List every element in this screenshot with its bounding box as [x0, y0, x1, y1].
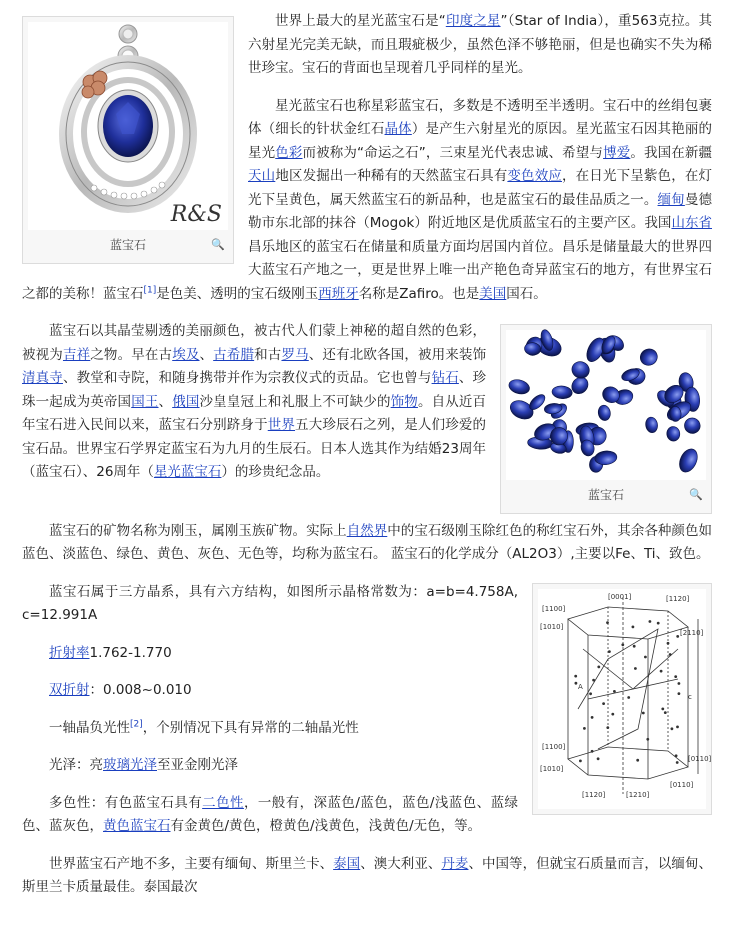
text: 、珍珠一起成为英帝国	[22, 370, 487, 410]
magnify-icon[interactable]: 🔍	[211, 238, 225, 251]
lattice-label: [1120]	[582, 790, 606, 799]
paragraph-4	[22, 520, 712, 567]
lattice-label: A	[578, 682, 583, 691]
lattice-atom	[646, 737, 649, 740]
lattice-atom	[592, 678, 595, 681]
text: 世界上最大的星光蓝宝石是“	[275, 13, 446, 29]
lattice-label: c	[688, 692, 692, 701]
text: 和古	[254, 346, 282, 363]
text: 曼德勒市东北部的抹谷（Mogok）附近地区是优质蓝宝石的主要产区。我国	[248, 191, 713, 231]
link-dichroism[interactable]: 二色性	[202, 794, 244, 811]
lattice-atom	[661, 707, 664, 710]
link-diamond[interactable]: 钻石	[431, 370, 459, 386]
lattice-label: [1120]	[666, 594, 690, 603]
lattice-atom	[669, 653, 672, 656]
link-auspicious[interactable]: 吉祥	[62, 346, 91, 363]
figure-caption: 蓝宝石	[109, 238, 146, 252]
link-ornament[interactable]: 饰物	[390, 393, 418, 410]
link-crystal[interactable]: 晶体	[384, 121, 412, 137]
text: 一轴晶负光性	[49, 719, 130, 736]
lattice-atom	[667, 641, 670, 644]
sapphire-gem	[638, 346, 660, 368]
text: 之物。早在古	[90, 346, 173, 363]
link-india-star[interactable]: 印度之星	[445, 13, 501, 29]
link-color-change[interactable]: 变色效应	[507, 168, 562, 184]
text: 世界蓝宝石产地不多，主要有缅甸、斯里兰卡、	[49, 855, 334, 872]
lattice-atom	[613, 690, 616, 693]
lattice-atom	[579, 759, 582, 762]
lattice-atom	[676, 635, 679, 638]
lattice-atom	[674, 675, 677, 678]
lattice-atom	[657, 621, 660, 624]
link-egypt[interactable]: 埃及	[172, 346, 200, 363]
lattice-atom	[644, 655, 647, 658]
link-rome[interactable]: 罗马	[281, 346, 309, 363]
text: 。自从近百年宝石进入民间以来，蓝宝石分别跻身于	[22, 393, 487, 433]
figure-caption: 蓝宝石	[587, 488, 624, 502]
lattice-atom	[602, 702, 605, 705]
lattice-label: [1010]	[540, 622, 564, 631]
lattice-atom	[634, 667, 637, 670]
lattice-atom	[676, 761, 679, 764]
lattice-label: [1210]	[626, 790, 650, 799]
text: 、中国等，但就宝石质量而言，以缅甸、斯里兰卡质量最佳。泰国最次	[22, 855, 712, 895]
lattice-label: [1100]	[542, 604, 566, 613]
pendant-illustration	[28, 22, 228, 230]
lattice-image[interactable]	[538, 589, 712, 809]
link-birefringence[interactable]: 双折射	[49, 682, 90, 698]
text: ）是产生六射星光的原因。星光蓝宝石因其艳丽的星光	[248, 121, 713, 161]
lattice-atom	[642, 711, 645, 714]
lattice-atom	[621, 643, 624, 646]
text: 、	[199, 346, 214, 363]
lattice-atom	[678, 692, 681, 695]
text: 是色美、透明的宝石级刚玉	[156, 285, 319, 302]
text: ：0.008~0.010	[89, 682, 192, 698]
lattice-atom	[671, 727, 674, 730]
link-russia[interactable]: 俄国	[172, 393, 200, 410]
link-mosque[interactable]: 清真寺	[22, 370, 63, 386]
text: 蓝宝石属于三方晶系，具有六方结构，如图所示晶格常数为：a=b=4.758A, c=12.991A	[22, 583, 518, 623]
text: 蓝宝石以其晶莹剔透的美丽颜色，被古代人们蒙上神秘的超自然的色彩，被视为	[22, 323, 486, 363]
link-vitreous-luster[interactable]: 玻璃光泽	[103, 757, 157, 773]
text: 蓝宝石的矿物名称为刚玉，属刚玉族矿物。实际上	[49, 522, 347, 539]
lattice-atom	[606, 726, 609, 729]
text: 多色性：有色蓝宝石具有	[49, 794, 203, 811]
text: 光泽：亮	[49, 757, 103, 773]
article-body	[22, 10, 712, 914]
figure-sapphires[interactable]	[500, 324, 712, 514]
text: ，在日光下呈紫色，在灯光下呈黄色，属天然蓝宝石的新品种，也是蓝宝石的最佳品质之一。	[248, 168, 713, 208]
sapphire-gem	[507, 377, 531, 396]
text: ）的珍贵纪念品。	[221, 464, 330, 480]
paragraph-11	[22, 853, 712, 900]
link-denmark[interactable]: 丹麦	[441, 855, 469, 872]
text: 沙皇皇冠上和礼服上不可缺少的	[199, 393, 391, 410]
text: 地区发掘出一种稀有的天然蓝宝石具有	[275, 168, 508, 184]
lattice-atom	[574, 674, 577, 677]
lattice-atom	[591, 716, 594, 719]
lattice-atom	[636, 758, 639, 761]
text: ”（Star of India），重563克拉。其六射星光完美无缺，而且瑕疵极少，虽然色泽不够艳丽，但是也确实不失为稀世珍宝。宝石的背面也呈现着几乎同样的星光。	[248, 13, 713, 76]
sapphire-gem	[569, 359, 592, 381]
link-star-sapphire[interactable]: 星光蓝宝石	[153, 464, 222, 480]
lattice-atom	[676, 725, 679, 728]
figure-pendant[interactable]	[22, 16, 234, 264]
lattice-diagram	[538, 589, 712, 809]
lattice-label: [0110]	[670, 780, 694, 789]
text: 至亚金刚光泽	[157, 757, 238, 773]
link-spain[interactable]: 西班牙	[318, 285, 359, 302]
text: 。我国在新疆	[630, 144, 712, 161]
sapphire-gem	[682, 415, 703, 436]
lattice-atom	[591, 749, 594, 752]
sapphire-gem	[645, 416, 659, 433]
text: 而被称为“命运之石”，三束星光代表忠诚、希望与	[302, 144, 604, 161]
link-usa[interactable]: 美国	[479, 285, 507, 302]
text: 、	[158, 393, 173, 410]
lattice-atom	[608, 650, 611, 653]
text: 名称是Zafiro。也是	[358, 285, 480, 302]
lattice-label: [0110]	[688, 754, 712, 763]
lattice-atom	[611, 712, 614, 715]
link-thailand[interactable]: 泰国	[333, 855, 361, 872]
figure-lattice[interactable]	[532, 583, 712, 815]
citation-2[interactable]: [2]	[130, 719, 143, 729]
text: 五大珍辰石之列，是人们珍爱的宝石品。世界宝石学界定蓝宝石为九月的生辰石。日本人选其作为结婚23周年（蓝宝石）、26周年（	[22, 417, 487, 480]
text: 1.762-1.770	[89, 644, 172, 661]
text: 有金黄色/黄色，橙黄色/浅黄色，浅黄色/无色，等。	[170, 818, 482, 834]
text: 、还有北欧各国，被用来装饰	[308, 346, 487, 363]
text: 昌乐地区的蓝宝石在储量和质量方面均居国内首位。昌乐是储量最大的世界四大蓝宝石产地之一，更是世界上唯一出产艳色奇异蓝宝石的地方，有世界宝石之都的美称！蓝宝石	[22, 238, 712, 302]
link-fraternity[interactable]: 博爱	[603, 144, 631, 161]
link-nature[interactable]: 自然界	[346, 522, 388, 539]
text: 、教堂和寺院，和随身携带并作为宗教仪式的贡品。它也曾与	[62, 370, 432, 386]
link-refractive-index[interactable]: 折射率	[49, 644, 90, 661]
text: 国石。	[506, 285, 547, 302]
lattice-atom	[633, 644, 636, 647]
link-color[interactable]: 色彩	[275, 144, 303, 161]
brand-logo: R&S	[170, 201, 222, 227]
lattice-atom	[606, 621, 609, 624]
lattice-atom	[627, 696, 630, 699]
lattice-atom	[583, 727, 586, 730]
lattice-atom	[597, 757, 600, 760]
pendant-image[interactable]	[28, 22, 228, 230]
magnify-icon[interactable]: 🔍	[689, 488, 703, 501]
link-world[interactable]: 世界	[267, 417, 296, 433]
lattice-atom	[632, 625, 635, 628]
lattice-label: [2110]	[680, 628, 704, 637]
lattice-atom	[660, 669, 663, 672]
lattice-atom	[664, 711, 667, 714]
sapphire-gem	[666, 426, 680, 442]
link-myanmar[interactable]: 缅甸	[657, 191, 685, 208]
lattice-atom	[575, 681, 578, 684]
text: 星光蓝宝石也称星彩蓝宝石，多数是不透明至半透明。宝石中的丝绢包裹体（细长的针状金红石	[248, 97, 712, 137]
lattice-label: [0001]	[608, 592, 632, 601]
link-king[interactable]: 国王	[131, 393, 159, 410]
lattice-atom	[597, 665, 600, 668]
sapphires-illustration	[506, 330, 706, 480]
lattice-atom	[649, 620, 652, 623]
lattice-atom	[678, 682, 681, 685]
lattice-label: [1010]	[540, 764, 564, 773]
sapphire-gem	[597, 404, 611, 421]
lattice-atom	[675, 754, 678, 757]
lattice-label: [1100]	[542, 742, 566, 751]
link-greece[interactable]: 古希腊	[213, 346, 255, 363]
text: ，一般有，深蓝色/蓝色，蓝色/浅蓝色、蓝绿色、蓝灰色，	[22, 794, 518, 834]
text: ，个别情况下具有异常的二轴晶光性	[142, 719, 359, 736]
link-yellow-sapphire[interactable]: 黄色蓝宝石	[103, 818, 171, 834]
sapphire-gem	[551, 385, 572, 399]
text: 、澳大利亚、	[360, 855, 442, 872]
sapphires-image[interactable]	[506, 330, 706, 480]
text: 中的宝石级刚玉除红色的称红宝石外，其余各种颜色如蓝色、淡蓝色、绿色、黄色、灰色、无色等，均称为蓝宝石。 蓝宝石的化学成分（AL2O3）,主要以Fe、Ti、致色。	[22, 522, 712, 562]
citation-1[interactable]: [1]	[143, 285, 157, 295]
link-shandong[interactable]: 山东省	[671, 215, 712, 231]
link-tianshan[interactable]: 天山	[248, 168, 276, 184]
lattice-atom	[589, 692, 592, 695]
sapphire-gem	[676, 446, 701, 475]
